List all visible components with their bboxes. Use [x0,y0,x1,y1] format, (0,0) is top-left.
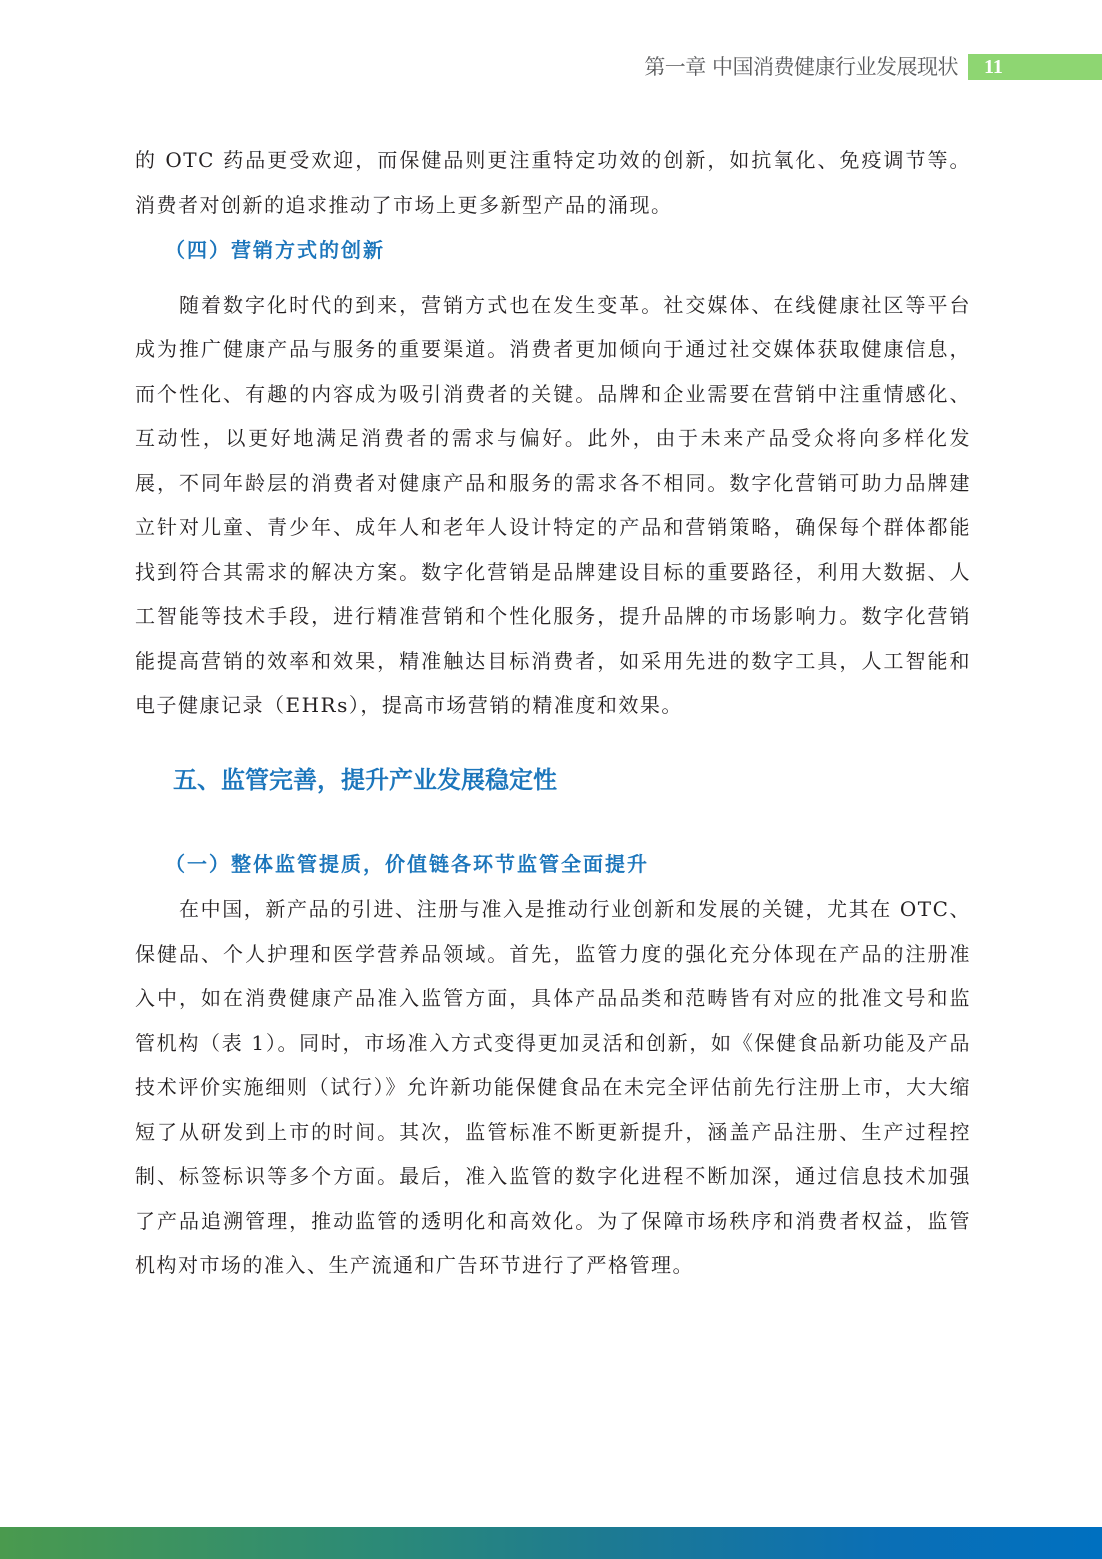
page-number: 11 [984,56,1003,78]
chapter-title: 第一章 中国消费健康行业发展现状 [644,55,958,79]
page-number-badge [968,54,1102,80]
page-content [135,138,971,1288]
footer-gradient-bar [0,1527,1102,1559]
section-heading-regulation: 五、监管完善，提升产业发展稳定性 [173,765,557,794]
subsection-heading-marketing: （四）营销方式的创新 [165,238,385,262]
subsection-heading-regulation: （一）整体监管提质，价值链各环节监管全面提升 [165,851,649,876]
paragraph-continued: 的 OTC 药品更受欢迎，而保健品则更注重特定功效的创新，如抗氧化、免疫调节等。消费者对创新的追求推动了市场上更多新型产品的涌现。 [135,148,971,217]
paragraph-regulation: 在中国，新产品的引进、注册与准入是推动行业创新和发展的关键，尤其在 OTC、保健品、个人护理和医学营养品领域。首先，监管力度的强化充分体现在产品的注册准入中，如在消费健康产品准入监管方面，具体产品品类和范畴皆有对应的批准文号和监管机构（表 1）。同时，市场准入方式变得更加灵活和创新，如《保健食品新功能及产品技术评价实施细则（试行）》允许新功能保健食品在未完全评估前先行注册上市，大大缩短了从研发到上市的时间。其次，监管标准不断更新提升，涵盖产品注册、生产过程控制、标签标识等多个方面。最后，准入监管的数字化进程不断加深，通过信息技术加强了产品追溯管理，推动监管的透明化和高效化。为了保障市场秩序和消费者权益，监管机构对市场的准入、生产流通和广告环节进行了严格管理。 [135,897,971,1277]
paragraph-marketing: 随着数字化时代的到来，营销方式也在发生变革。社交媒体、在线健康社区等平台成为推广健康产品与服务的重要渠道。消费者更加倾向于通过社交媒体获取健康信息，而个性化、有趣的内容成为吸引消费者的关键。品牌和企业需要在营销中注重情感化、互动性，以更好地满足消费者的需求与偏好。此外，由于未来产品受众将向多样化发展，不同年龄层的消费者对健康产品和服务的需求各不相同。数字化营销可助力品牌建立针对儿童、青少年、成年人和老年人设计特定的产品和营销策略，确保每个群体都能找到符合其需求的解决方案。数字化营销是品牌建设目标的重要路径，利用大数据、人工智能等技术手段，进行精准营销和个性化服务，提升品牌的市场影响力。数字化营销能提高营销的效率和效果，精准触达目标消费者，如采用先进的数字工具，人工智能和电子健康记录（EHRs），提高市场营销的精准度和效果。 [135,292,971,717]
